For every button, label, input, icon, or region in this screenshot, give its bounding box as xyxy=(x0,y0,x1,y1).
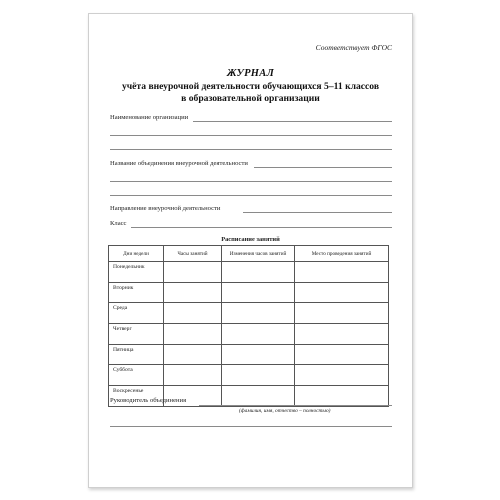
table-cell xyxy=(164,344,222,365)
journal-cover-page xyxy=(88,13,413,488)
journal-subtitle-line1: учёта внеурочной деятельности обучающихся 5–11 классов xyxy=(121,81,380,92)
direction-label: Направление внеурочной деятельности xyxy=(110,205,221,212)
table-cell xyxy=(164,282,222,303)
table-cell xyxy=(295,303,389,324)
table-cell xyxy=(222,262,295,283)
organization-fill-line xyxy=(193,121,392,122)
day-friday: Пятница xyxy=(109,344,164,365)
table-row xyxy=(109,324,389,345)
table-cell xyxy=(295,365,389,386)
day-tuesday: Вторник xyxy=(109,282,164,303)
day-thursday: Четверг xyxy=(109,324,164,345)
table-row xyxy=(109,344,389,365)
association-fill-line-2 xyxy=(110,181,392,182)
organization-fill-line-2 xyxy=(110,135,392,136)
class-fill-line xyxy=(131,227,392,228)
class-label: Класс xyxy=(110,220,127,227)
table-cell xyxy=(164,303,222,324)
table-cell xyxy=(222,365,295,386)
day-monday: Понедельник xyxy=(109,262,164,283)
organization-fill-line-3 xyxy=(110,149,392,150)
table-cell xyxy=(222,303,295,324)
table-cell xyxy=(295,324,389,345)
table-cell xyxy=(222,344,295,365)
column-header-hours: Часы занятий xyxy=(164,246,222,262)
table-cell xyxy=(295,262,389,283)
schedule-table xyxy=(108,245,389,407)
column-header-days: Дни недели xyxy=(109,246,164,262)
table-cell xyxy=(295,386,389,407)
table-row xyxy=(109,282,389,303)
table-row xyxy=(109,262,389,283)
fgos-compliance-note: Соответствует ФГОС xyxy=(315,43,392,52)
journal-title: ЖУРНАЛ xyxy=(226,68,275,79)
table-cell xyxy=(222,324,295,345)
day-wednesday: Среда xyxy=(109,303,164,324)
association-fill-line-3 xyxy=(110,195,392,196)
column-header-location: Место проведения занятий xyxy=(295,246,389,262)
association-label: Название объединения внеурочной деятельности xyxy=(110,160,248,167)
association-fill-line xyxy=(254,167,392,168)
journal-subtitle-line2: в образовательной организации xyxy=(181,93,320,104)
table-cell xyxy=(164,324,222,345)
leader-fill-line-2 xyxy=(110,426,392,427)
table-cell xyxy=(222,386,295,407)
schedule-header-row xyxy=(109,246,389,262)
leader-fill-line xyxy=(199,405,392,406)
table-cell xyxy=(164,262,222,283)
table-cell xyxy=(295,344,389,365)
leader-name-hint: (фамилия, имя, отчество – полностью) xyxy=(239,408,331,414)
table-cell xyxy=(164,365,222,386)
table-row xyxy=(109,365,389,386)
day-sunday: Воскресенье xyxy=(109,386,164,407)
table-cell xyxy=(222,282,295,303)
direction-fill-line xyxy=(243,212,392,213)
leader-label: Руководитель объединения xyxy=(110,397,187,404)
day-saturday: Суббота xyxy=(109,365,164,386)
schedule-title: Расписание занятий xyxy=(221,236,280,243)
table-row xyxy=(109,303,389,324)
table-cell xyxy=(295,282,389,303)
column-header-hour-changes: Изменения часов занятий xyxy=(222,246,295,262)
organization-label: Наименование организации xyxy=(110,114,189,121)
